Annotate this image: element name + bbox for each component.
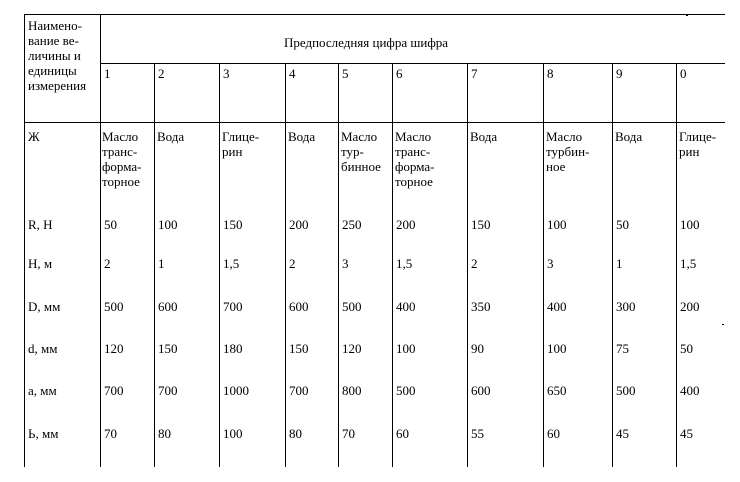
table-cell: 250	[342, 217, 362, 232]
table-cell: 150	[223, 217, 243, 232]
table-cell: 1	[616, 256, 623, 271]
grid-line	[338, 63, 339, 467]
row-label: Ж	[28, 129, 40, 144]
table-cell: 150	[471, 217, 491, 232]
table-cell: 150	[289, 341, 309, 356]
table-cell: 300	[616, 299, 636, 314]
row-label: R, Н	[28, 217, 53, 232]
table-cell: 100	[396, 341, 416, 356]
table-cell: Вода	[157, 129, 185, 144]
digit-header: 5	[342, 66, 349, 81]
row-label: d, мм	[28, 341, 58, 356]
table-cell: 45	[616, 426, 629, 441]
scan-mark	[686, 15, 688, 16]
table-cell: 600	[158, 299, 178, 314]
row-label: Ь, мм	[28, 426, 59, 441]
table-cell: 180	[223, 341, 243, 356]
table-cell: 100	[223, 426, 243, 441]
grid-line	[100, 14, 101, 467]
row-label: D, мм	[28, 299, 61, 314]
table-cell: 700	[223, 299, 243, 314]
table-cell: 200	[396, 217, 416, 232]
table-cell: 700	[104, 383, 124, 398]
table-cell: 55	[471, 426, 484, 441]
table-cell: 700	[289, 383, 309, 398]
table-cell: 1	[158, 256, 165, 271]
grid-line	[285, 63, 286, 467]
scan-mark	[722, 324, 724, 325]
table-cell: 90	[471, 341, 484, 356]
table-cell: 400	[396, 299, 416, 314]
table-cell: 120	[342, 341, 362, 356]
table-cell: 200	[680, 299, 700, 314]
table-cell: 1,5	[396, 256, 413, 271]
table-cell: Масло турбин- ное	[546, 129, 590, 174]
digit-header: 2	[158, 66, 165, 81]
table-cell: Вода	[470, 129, 498, 144]
table-cell: 80	[289, 426, 302, 441]
table-cell: 50	[616, 217, 629, 232]
table-cell: 1000	[223, 383, 249, 398]
grid-line	[676, 63, 677, 467]
digit-header: 9	[616, 66, 623, 81]
table-cell: 100	[680, 217, 700, 232]
digit-header: 6	[396, 66, 403, 81]
table-cell: 800	[342, 383, 362, 398]
table-cell: 400	[680, 383, 700, 398]
digit-header: 8	[547, 66, 554, 81]
table-cell: 1,5	[680, 256, 697, 271]
table-cell: 2	[289, 256, 296, 271]
table-cell: 3	[547, 256, 554, 271]
grid-line	[154, 63, 155, 467]
row-label: а, мм	[28, 383, 57, 398]
table-cell: 1,5	[223, 256, 240, 271]
table-cell: 500	[104, 299, 124, 314]
table-cell: 200	[289, 217, 309, 232]
table-cell: Глице- рин	[222, 129, 260, 159]
table-cell: Вода	[288, 129, 316, 144]
table-cell: 100	[547, 341, 567, 356]
table-cell: 150	[158, 341, 178, 356]
grid-line	[467, 63, 468, 467]
table-cell: 100	[547, 217, 567, 232]
table-cell: 3	[342, 256, 349, 271]
table-cell: Масло транс- форма- торное	[395, 129, 435, 189]
grid-line	[543, 63, 544, 467]
table-cell: 80	[158, 426, 171, 441]
grid-line	[100, 63, 725, 64]
table-cell: 2	[104, 256, 111, 271]
grid-line	[24, 14, 25, 467]
digit-header: 7	[471, 66, 478, 81]
table-cell: 60	[396, 426, 409, 441]
table-cell: 100	[158, 217, 178, 232]
table-cell: Вода	[615, 129, 643, 144]
digit-header: 0	[680, 66, 687, 81]
table-cell: 70	[104, 426, 117, 441]
table-cell: 400	[547, 299, 567, 314]
digit-header: 4	[289, 66, 296, 81]
table-cell: 500	[342, 299, 362, 314]
table-cell: 60	[547, 426, 560, 441]
table-cell: 50	[680, 341, 693, 356]
table-cell: 600	[471, 383, 491, 398]
table-title: Предпоследняя цифра шифра	[284, 35, 449, 50]
table-cell: 75	[616, 341, 629, 356]
table-cell: 70	[342, 426, 355, 441]
table-cell: 2	[471, 256, 478, 271]
row-label-header: Наимено- вание ве- личины и единицы измерения	[28, 18, 87, 93]
table-cell: Масло тур- бинное	[341, 129, 381, 174]
grid-line	[219, 63, 220, 467]
table-cell: 650	[547, 383, 567, 398]
row-label: Н, м	[28, 256, 53, 271]
table-cell: 120	[104, 341, 124, 356]
grid-line	[24, 122, 725, 123]
digit-header: 3	[223, 66, 230, 81]
grid-line	[612, 63, 613, 467]
table-cell: 350	[471, 299, 491, 314]
grid-line	[392, 63, 393, 467]
table-cell: 600	[289, 299, 309, 314]
table-cell: 50	[104, 217, 117, 232]
table-cell: Глице- рин	[679, 129, 717, 159]
grid-line	[24, 14, 725, 15]
table-cell: 45	[680, 426, 693, 441]
table-cell: 700	[158, 383, 178, 398]
digit-header: 1	[104, 66, 111, 81]
table-cell: 500	[396, 383, 416, 398]
table-cell: Масло транс- форма- торное	[102, 129, 142, 189]
table-cell: 500	[616, 383, 636, 398]
